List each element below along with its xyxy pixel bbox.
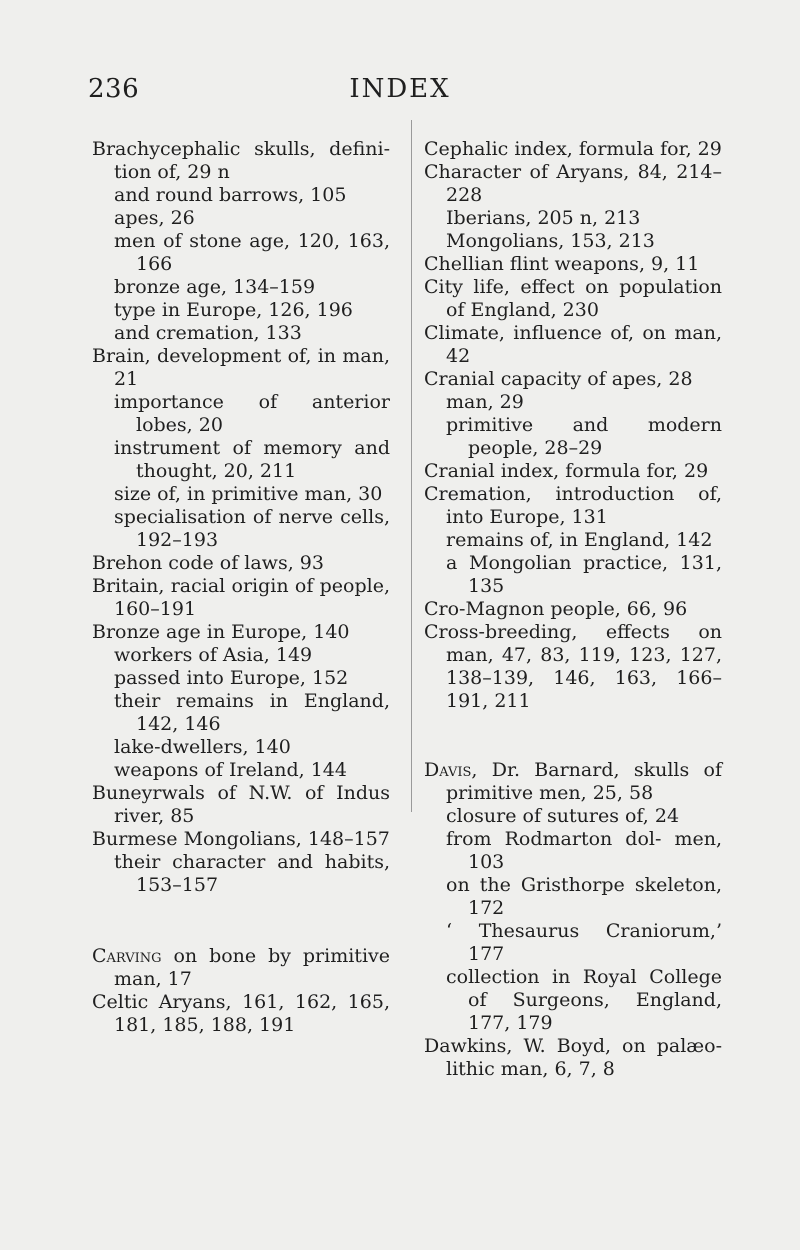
index-subentry: remains of, in England, 142 xyxy=(446,529,713,551)
index-entry: Chellian flint weapons, 9, 11 xyxy=(424,253,700,275)
index-entry: Cranial capacity of apes, 28 xyxy=(424,368,693,390)
index-entry: Climate, influence of, on man, 42 xyxy=(424,322,722,367)
entry-text: , Dr. Barnard, skulls of primitive men, 25, 58 xyxy=(446,759,722,804)
left-entries-group xyxy=(92,138,390,897)
index-subentry: weapons of Ireland, 144 xyxy=(114,759,347,781)
index-subentry: size of, in primitive man, 30 xyxy=(114,483,383,505)
entry-head-smallcaps: Carving xyxy=(92,945,162,967)
spacer xyxy=(424,713,722,759)
index-entry: Cranial index, formula for, 29 xyxy=(424,460,709,482)
index-subentry: on the Gristhorpe skeleton, 172 xyxy=(446,874,722,919)
index-entry: Brachycephalic skulls, defini- tion of, 29 n xyxy=(92,138,390,183)
running-head: INDEX xyxy=(349,74,451,104)
index-entry xyxy=(424,759,722,805)
index-subentry: closure of sutures of, 24 xyxy=(446,805,680,827)
index-subentry: a Mongolian practice, 131, 135 xyxy=(446,552,722,597)
left-entries-group xyxy=(92,991,390,1037)
entry-head-smallcaps: Davis xyxy=(424,759,472,781)
index-entry: Character of Aryans, 84, 214–228 xyxy=(424,161,722,206)
index-entry: Britain, racial origin of people, 160–191 xyxy=(92,575,390,620)
index-entry: City life, effect on population of England, 230 xyxy=(424,276,722,321)
index-subentry: instrument of memory and thought, 20, 211 xyxy=(114,437,390,482)
column-divider xyxy=(411,120,412,812)
index-subentry: men of stone age, 120, 163, 166 xyxy=(114,230,390,275)
index-subentry: workers of Asia, 149 xyxy=(114,644,313,666)
index-subentry: man, 29 xyxy=(446,391,524,413)
index-subentry: ‘ Thesaurus Craniorum,’ 177 xyxy=(446,920,722,965)
index-subentry: importance of anterior lobes, 20 xyxy=(114,391,390,436)
index-subentry: and cremation, 133 xyxy=(114,322,302,344)
index-subentry: bronze age, 134–159 xyxy=(114,276,316,298)
index-column-left xyxy=(92,138,390,1037)
index-subentry: collection in Royal College of Surgeons, England, 177, 179 xyxy=(446,966,722,1034)
index-subentry: their character and habits, 153–157 xyxy=(114,851,390,896)
spacer xyxy=(92,897,390,945)
index-entry: Buneyrwals of N.W. of Indus river, 85 xyxy=(92,782,390,827)
index-subentry: passed into Europe, 152 xyxy=(114,667,349,689)
index-entry: Cro-Magnon people, 66, 96 xyxy=(424,598,688,620)
index-subentry: and round barrows, 105 xyxy=(114,184,347,206)
index-subentry: specialisation of nerve cells, 192–193 xyxy=(114,506,390,551)
index-entry: Cross-breeding, effects on man, 47, 83, 119, 123, 127, 138–139, 146, 163, 166–191, 211 xyxy=(424,621,722,712)
entry-text: on bone by primitive man, 17 xyxy=(114,945,390,990)
index-subentry: primitive and modern people, 28–29 xyxy=(446,414,722,459)
index-entry: Celtic Aryans, 161, 162, 165, 181, 185, 188, 191 xyxy=(92,991,390,1036)
index-subentry: their remains in England, 142, 146 xyxy=(114,690,390,735)
index-entry: Bronze age in Europe, 140 xyxy=(92,621,350,643)
index-entry: Brehon code of laws, 93 xyxy=(92,552,324,574)
index-column-right xyxy=(424,138,722,1081)
index-entry: Brain, development of, in man, 21 xyxy=(92,345,390,390)
index-subentry: Iberians, 205 n, 213 xyxy=(446,207,641,229)
index-subentry: apes, 26 xyxy=(114,207,195,229)
index-subentry: Mongolians, 153, 213 xyxy=(446,230,655,252)
index-subentry: lake-dwellers, 140 xyxy=(114,736,291,758)
index-entry: Dawkins, W. Boyd, on palæo- lithic man, 6, 7, 8 xyxy=(424,1035,722,1080)
right-entries-group xyxy=(424,805,722,1081)
index-entry: Cephalic index, formula for, 29 xyxy=(424,138,722,160)
right-entries-group xyxy=(424,138,722,713)
index-subentry: type in Europe, 126, 196 xyxy=(114,299,353,321)
index-subentry: from Rodmarton dol- men, 103 xyxy=(446,828,722,873)
page-number: 236 xyxy=(88,74,140,104)
index-entry: Cremation, introduction of, into Europe, 131 xyxy=(424,483,722,528)
index-entry xyxy=(92,945,390,991)
index-entry: Burmese Mongolians, 148–157 xyxy=(92,828,390,850)
page-header xyxy=(0,74,800,110)
